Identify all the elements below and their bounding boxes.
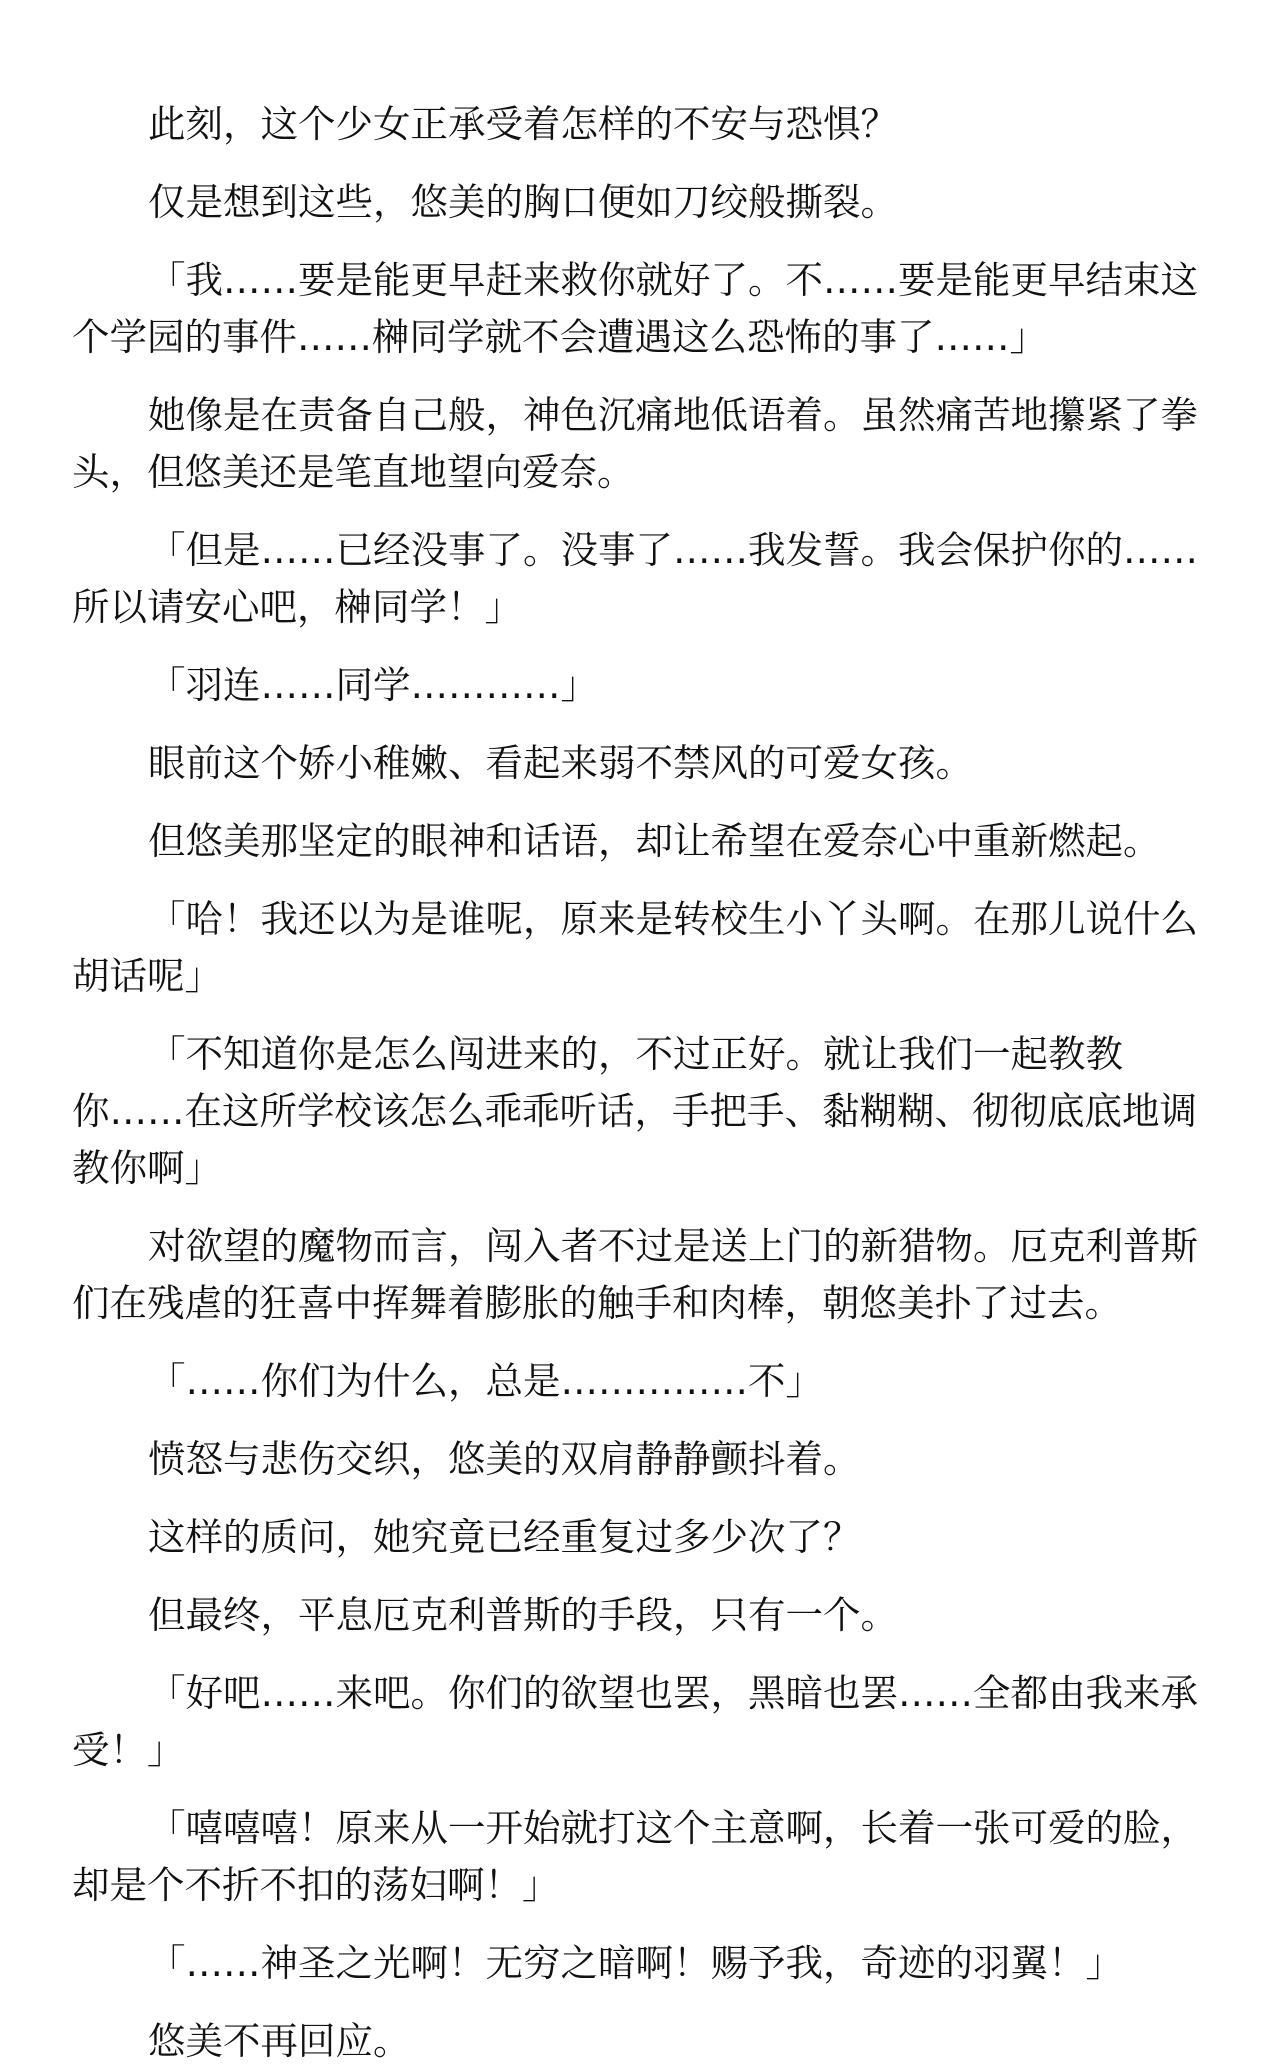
paragraph: 她像是在责备自己般，神色沉痛地低语着。虽然痛苦地攥紧了拳头，但悠美还是笔直地望向爱奈。 <box>72 393 1198 494</box>
paragraph: 「哈！我还以为是谁呢，原来是转校生小丫头啊。在那儿说什么胡话呢」 <box>72 897 1198 998</box>
paragraph: 「……你们为什么，总是……………不」 <box>148 1359 823 1403</box>
paragraph: 这样的质问，她究竟已经重复过多少次了？ <box>148 1515 861 1559</box>
paragraph: 此刻，这个少女正承受着怎样的不安与恐惧？ <box>148 102 898 146</box>
paragraph: 「……神圣之光啊！无穷之暗啊！赐予我，奇迹的羽翼！」 <box>148 1941 1123 1985</box>
paragraph: 仅是想到这些，悠美的胸口便如刀绞般撕裂。 <box>148 180 898 224</box>
paragraph: 「我……要是能更早赶来救你就好了。不……要是能更早结束这个学园的事件……榊同学就不会遭遇这么恐怖的事了……」 <box>72 258 1198 359</box>
paragraph: 「但是……已经没事了。没事了……我发誓。我会保护你的……所以请安心吧，榊同学！」 <box>72 528 1198 629</box>
paragraph: 悠美不再回应。 <box>148 2019 411 2063</box>
paragraph: 眼前这个娇小稚嫩、看起来弱不禁风的可爱女孩。 <box>148 741 973 785</box>
paragraph: 愤怒与悲伤交织，悠美的双肩静静颤抖着。 <box>148 1437 861 1481</box>
paragraph: 但最终，平息厄克利普斯的手段，只有一个。 <box>148 1593 898 1637</box>
paragraph: 「不知道你是怎么闯进来的，不过正好。就让我们一起教教你……在这所学校该怎么乖乖听话，手把手、黏糊糊、彻彻底底地调教你啊」 <box>72 1032 1197 1190</box>
paragraph: 对欲望的魔物而言，闯入者不过是送上门的新猎物。厄克利普斯们在残虐的狂喜中挥舞着膨胀的触手和肉棒，朝悠美扑了过去。 <box>72 1224 1198 1325</box>
paragraph: 「羽连……同学…………」 <box>148 663 598 707</box>
paragraph: 「好吧……来吧。你们的欲望也罢，黑暗也罢……全都由我来承受！」 <box>72 1671 1198 1772</box>
paragraph: 「嘻嘻嘻！原来从一开始就打这个主意啊，长着一张可爱的脸，却是个不折不扣的荡妇啊！」 <box>72 1806 1198 1907</box>
paragraph: 但悠美那坚定的眼神和话语，却让希望在爱奈心中重新燃起。 <box>148 819 1161 863</box>
